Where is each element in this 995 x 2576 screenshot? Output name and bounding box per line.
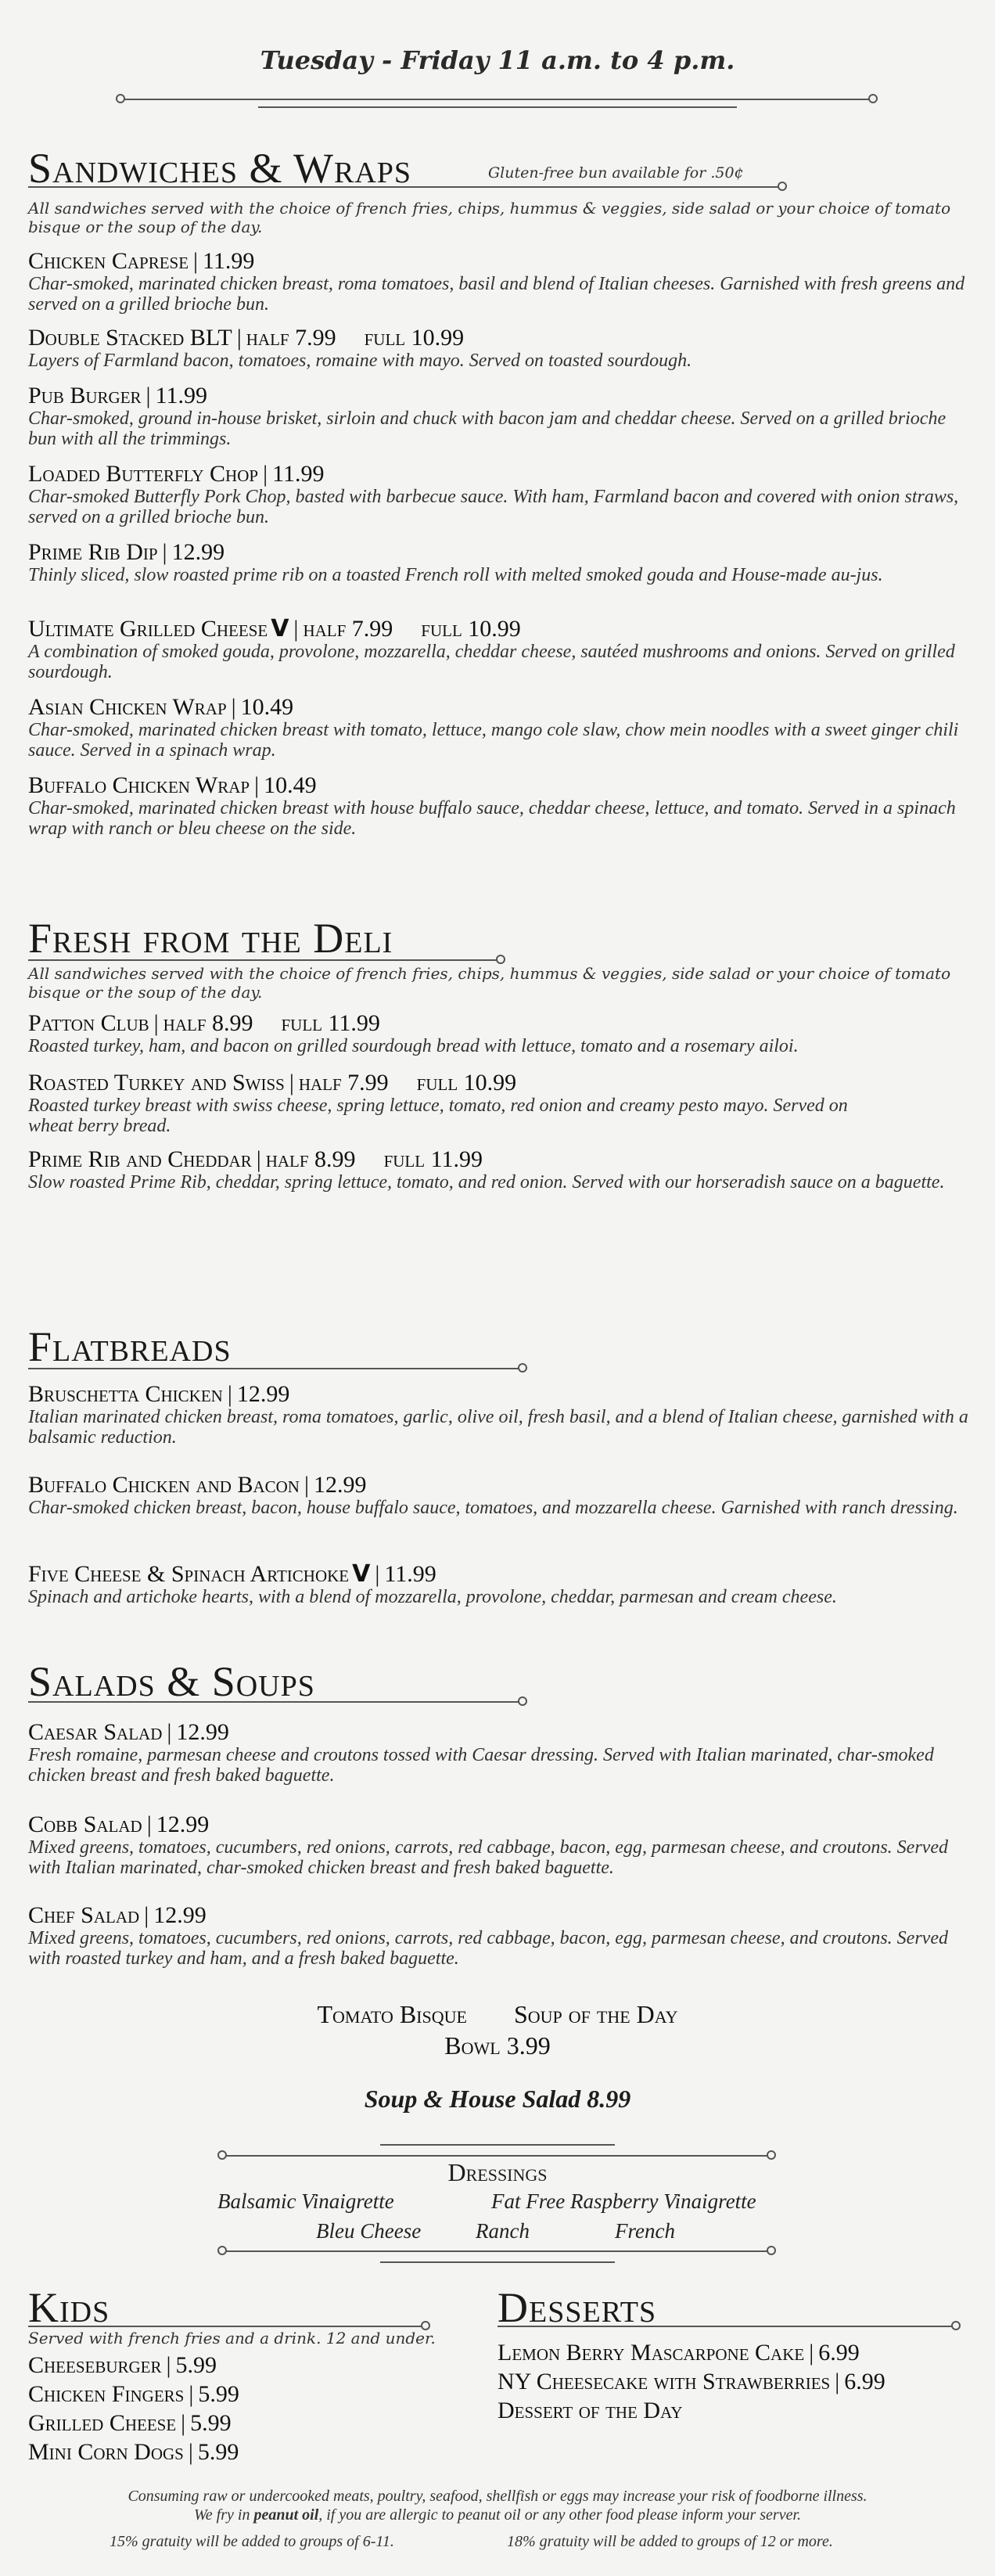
peanut-notice-post: , if you are allergic to peanut oil or any other food please inform your server. [318, 2506, 802, 2524]
ornament-dot [496, 955, 505, 964]
item-description: Char-smoked chicken breast, bacon, house buffalo sauce, tomatoes, and mozzarella cheese. Garnished with ranch dressing. [28, 1498, 958, 1518]
ornament-dot [217, 2246, 227, 2255]
section-rule [28, 1368, 523, 1369]
item-price: 5.99 [197, 2439, 239, 2465]
sandwiches-intro: All sandwiches served with the choice of french fries, chips, hummus & veggies, side salad or your choice of tomato bisque or the soup of the day. [28, 199, 951, 236]
menu-item: Bruschetta Chicken | 12.99 Italian marinated chicken breast, roma tomatoes, garlic, olive oil, fresh basil, and a blend of Italian cheese, garnished with a balsamic reduction. [28, 1382, 975, 1448]
menu-item: Prime Rib and Cheddar | half 8.99 full 11.99 Slow roasted Prime Rib, cheddar, spring lettuce, tomato, and red onion. Served with our horseradish sauce on a baguette. [28, 1147, 975, 1193]
ornament-dot [951, 2321, 961, 2330]
item-name: Cheeseburger [28, 2352, 162, 2378]
section-title-kids: Kids [28, 2284, 110, 2331]
item-half-price: half 8.99 [265, 1146, 356, 1172]
peanut-oil-notice [0, 2506, 995, 2524]
kids-item: Mini Corn Dogs | 5.99 [28, 2439, 239, 2465]
item-price: 10.49 [264, 772, 317, 798]
item-price: 5.99 [198, 2381, 239, 2407]
item-name: NY Cheesecake with Strawberries [498, 2369, 831, 2394]
dressing-balsamic: Balsamic Vinaigrette [217, 2189, 394, 2213]
item-price: 10.49 [240, 694, 294, 720]
dressings-title: Dressings [447, 2158, 548, 2186]
menu-item: Caesar Salad | 12.99 Fresh romaine, parmesan cheese and croutons tossed with Caesar dressing. Served with Italian marinated, char-smoked chicken breast and fresh baked baguette. [28, 1720, 975, 1786]
section-rule [28, 959, 501, 961]
deli-intro: All sandwiches served with the choice of french fries, chips, hummus & veggies, side salad or your choice of tomato bisque or the soup of the day. [28, 964, 951, 1002]
dressing-ranch: Ranch [476, 2219, 530, 2243]
item-price: 5.99 [190, 2410, 232, 2436]
item-name: Roasted Turkey and Swiss [28, 1070, 285, 1096]
item-description: Layers of Farmland bacon, tomatoes, romaine with mayo. Served on toasted sourdough. [28, 351, 692, 371]
item-full-price: full 10.99 [364, 325, 465, 351]
item-name: Bruschetta Chicken [28, 1381, 223, 1407]
item-name: Caesar Salad [28, 1719, 163, 1745]
kids-item: Grilled Cheese | 5.99 [28, 2410, 232, 2436]
dressings-rule-top [380, 2144, 615, 2146]
item-description: A combination of smoked gouda, provolone, mozzarella, cheddar cheese, sautéed mushrooms and onions. Served on grilled sourdough. [28, 642, 955, 682]
item-name: Ultimate Grilled Cheese [28, 616, 268, 642]
menu-item: Double Stacked BLT | half 7.99 full 10.99 Layers of Farmland bacon, tomatoes, romaine with mayo. Served on toasted sourdough. [28, 326, 975, 371]
item-name: Chicken Fingers [28, 2381, 185, 2407]
item-price: 12.99 [176, 1719, 229, 1745]
section-rule [28, 2326, 426, 2327]
menu-item: Cobb Salad | 12.99 Mixed greens, tomatoes, cucumbers, red onions, carrots, red cabbage, bacon, egg, parmesan cheese, and croutons. Served with Italian marinated, char-smoked chicken breast and fresh baked baguette. [28, 1812, 975, 1878]
ornament-dot [116, 94, 125, 103]
item-half-price: half 8.99 [163, 1010, 253, 1036]
gratuity-small-groups: 15% gratuity will be added to groups of 6-11. [110, 2533, 394, 2550]
ornament-dot [868, 94, 878, 103]
dressings-rule [225, 2155, 773, 2157]
item-description: Mixed greens, tomatoes, cucumbers, red onions, carrots, red cabbage, bacon, egg, parmesan cheese, and croutons. Served with roasted turkey and ham, and a fresh baked baguette. [28, 1928, 948, 1969]
ornament-dot [778, 182, 787, 191]
gratuity-large-groups: 18% gratuity will be added to groups of 12 or more. [507, 2533, 833, 2550]
item-name: Chicken Caprese [28, 248, 189, 274]
item-price: 11.99 [155, 383, 207, 408]
item-name: Dessert of the Day [498, 2398, 683, 2423]
item-price: 12.99 [171, 539, 225, 565]
item-description: Char-smoked, marinated chicken breast, roma tomatoes, basil and blend of Italian cheeses. Garnished with fresh greens and served on a grilled brioche bun. [28, 274, 965, 315]
item-price: 12.99 [153, 1902, 207, 1928]
soup-tomato-bisque: Tomato Bisque [317, 2000, 467, 2028]
peanut-notice-pre: We fry in [193, 2506, 250, 2524]
section-rule [28, 186, 782, 188]
item-description: Italian marinated chicken breast, roma tomatoes, garlic, olive oil, fresh basil, and a blend of Italian cheese, garnished with a balsamic reduction. [28, 1407, 968, 1448]
menu-item: Patton Club | half 8.99 full 11.99 Roasted turkey, ham, and bacon on grilled sourdough bread with lettuce, tomato and a rosemary ailoi. [28, 1011, 975, 1056]
dessert-item: NY Cheesecake with Strawberries | 6.99 [498, 2369, 885, 2394]
peanut-oil-bold: peanut oil [253, 2506, 319, 2524]
ornament-dot [518, 1363, 527, 1373]
section-title-deli: Fresh from the Deli [28, 915, 393, 962]
item-full-price: full 10.99 [421, 616, 521, 642]
menu-item: Prime Rib Dip | 12.99 Thinly sliced, slow roasted prime rib on a toasted French roll with melted smoked gouda and House-made au-jus. [28, 540, 975, 585]
header-rule-inner [258, 106, 737, 108]
vegetarian-icon: V [352, 1560, 371, 1588]
item-full-price: full 10.99 [416, 1070, 517, 1096]
dressing-raspberry: Fat Free Raspberry Vinaigrette [491, 2189, 756, 2213]
item-description: Spinach and artichoke hearts, with a blend of mozzarella, provolone, cheddar, parmesan and cream cheese. [28, 1587, 837, 1607]
menu-item: Ultimate Grilled Cheese V | half 7.99 full 10.99 A combination of smoked gouda, provolone, mozzarella, cheddar cheese, sautéed mushrooms and onions. Served on grilled sourdough. [28, 617, 975, 682]
item-description: Fresh romaine, parmesan cheese and croutons tossed with Caesar dressing. Served with Italian marinated, char-smoked chicken breast and fresh baked baguette. [28, 1745, 934, 1786]
item-description: Char-smoked, ground in-house brisket, sirloin and chuck with bacon jam and cheddar cheese. Served on a grilled brioche bun with all the trimmings. [28, 408, 947, 449]
menu-item: Chef Salad | 12.99 Mixed greens, tomatoes, cucumbers, red onions, carrots, red cabbage, bacon, egg, parmesan cheese, and croutons. Served with roasted turkey and ham, and a fresh baked baguette. [28, 1903, 975, 1969]
item-price: 11.99 [272, 461, 325, 487]
item-name: Prime Rib Dip [28, 539, 158, 565]
item-name: Grilled Cheese [28, 2410, 177, 2436]
hours-heading: Tuesday - Friday 11 a.m. to 4 p.m. [260, 45, 735, 75]
soup-options [0, 2000, 995, 2029]
section-title-salads: Salads & Soups [28, 1658, 315, 1705]
item-price: 12.99 [314, 1472, 367, 1498]
item-description: Thinly sliced, slow roasted prime rib on a toasted French roll with melted smoked gouda and House-made au-jus. [28, 565, 883, 585]
item-name: Double Stacked BLT [28, 325, 232, 351]
item-description: Char-smoked, marinated chicken breast with tomato, lettuce, mango cole slaw, chow mein noodles with a sweet ginger chili sauce. Served in a spinach wrap. [28, 720, 959, 761]
soup-bowl-price: Bowl 3.99 [444, 2031, 551, 2060]
dressings-rule-bottom [380, 2261, 615, 2263]
menu-item: Loaded Butterfly Chop | 11.99 Char-smoked Butterfly Pork Chop, basted with barbecue sauce. With ham, Farmland bacon and covered with onion straws, served on a grilled brioche bun. [28, 462, 975, 527]
item-price: 12.99 [156, 1811, 210, 1837]
menu-item: Buffalo Chicken Wrap | 10.49 Char-smoked, marinated chicken breast with house buffalo sauce, cheddar cheese, lettuce, and tomato. Served in a spinach wrap with ranch or bleu cheese on the side. [28, 773, 975, 839]
menu-item: Chicken Caprese | 11.99 Char-smoked, marinated chicken breast, roma tomatoes, basil and blend of Italian cheeses. Garnished with fresh greens and served on a grilled brioche bun. [28, 249, 975, 315]
ornament-dot [518, 1696, 527, 1706]
item-description: Slow roasted Prime Rib, cheddar, spring lettuce, tomato, and red onion. Served with our horseradish sauce on a baguette. [28, 1172, 945, 1193]
item-description: Char-smoked, marinated chicken breast with house buffalo sauce, cheddar cheese, lettuce, and tomato. Served in a spinach wrap with ranch or bleu cheese on the side. [28, 798, 956, 839]
item-price: 6.99 [844, 2369, 885, 2394]
foodborne-warning: Consuming raw or undercooked meats, poultry, seafood, shellfish or eggs may increase your risk of foodborne illness. [128, 2488, 867, 2505]
item-half-price: half 7.99 [298, 1070, 389, 1096]
item-name: Prime Rib and Cheddar [28, 1146, 252, 1172]
section-title-desserts: Desserts [498, 2284, 657, 2331]
menu-item: Asian Chicken Wrap | 10.49 Char-smoked, marinated chicken breast with tomato, lettuce, mango cole slaw, chow mein noodles with a sweet ginger chili sauce. Served in a spinach wrap. [28, 695, 975, 761]
soup-of-the-day: Soup of the Day [513, 2000, 678, 2028]
header-rule [122, 99, 873, 100]
item-name: Patton Club [28, 1010, 149, 1036]
item-price: 5.99 [175, 2352, 217, 2378]
item-name: Chef Salad [28, 1902, 140, 1928]
item-half-price: half 7.99 [246, 325, 336, 351]
kids-item: Chicken Fingers | 5.99 [28, 2381, 239, 2407]
section-title-flatbreads: Flatbreads [28, 1323, 232, 1370]
dressing-french: French [615, 2219, 675, 2243]
gluten-free-note: Gluten-free bun available for .50¢ [488, 164, 744, 182]
soup-salad-combo: Soup & House Salad 8.99 [364, 2085, 631, 2113]
item-description: Char-smoked Butterfly Pork Chop, basted with barbecue sauce. With ham, Farmland bacon and covered with onion straws, served on a grilled brioche bun. [28, 487, 959, 527]
dessert-item [498, 2396, 683, 2425]
item-description: Roasted turkey, ham, and bacon on grilled sourdough bread with lettuce, tomato and a rosemary ailoi. [28, 1036, 799, 1056]
dessert-item: Lemon Berry Mascarpone Cake | 6.99 [498, 2340, 860, 2366]
item-price: 11.99 [384, 1561, 436, 1587]
menu-item: Roasted Turkey and Swiss | half 7.99 full 10.99 Roasted turkey breast with swiss cheese, spring lettuce, tomato, red onion and creamy pesto mayo. Served on wheat berry bread. [28, 1070, 975, 1136]
item-name: Cobb Salad [28, 1811, 142, 1837]
menu-item: Buffalo Chicken and Bacon | 12.99 Char-smoked chicken breast, bacon, house buffalo sauce, tomatoes, and mozzarella cheese. Garnished with ranch dressing. [28, 1473, 975, 1518]
kids-note: Served with french fries and a drink. 12 and under. [28, 2329, 436, 2348]
menu-item: Pub Burger | 11.99 Char-smoked, ground in-house brisket, sirloin and chuck with bacon jam and cheddar cheese. Served on a grilled brioche bun with all the trimmings. [28, 383, 975, 449]
item-name: Asian Chicken Wrap [28, 694, 227, 720]
item-name: Mini Corn Dogs [28, 2439, 184, 2465]
vegetarian-icon: V [271, 615, 289, 642]
ornament-dot [767, 2246, 776, 2255]
item-name: Pub Burger [28, 383, 142, 408]
item-name: Lemon Berry Mascarpone Cake [498, 2340, 805, 2366]
dressing-bleu-cheese: Bleu Cheese [316, 2219, 422, 2243]
item-description: Mixed greens, tomatoes, cucumbers, red onions, carrots, red cabbage, bacon, egg, parmesan cheese, and croutons. Served with Italian marinated, char-smoked chicken breast and fresh baked baguette. [28, 1837, 948, 1878]
item-price: 6.99 [818, 2340, 860, 2366]
section-rule [28, 1701, 523, 1703]
item-name: Buffalo Chicken Wrap [28, 772, 250, 798]
item-price: 11.99 [203, 248, 255, 274]
item-price: 12.99 [236, 1381, 290, 1407]
item-full-price: full 11.99 [281, 1010, 380, 1036]
item-full-price: full 11.99 [383, 1146, 483, 1172]
item-name: Buffalo Chicken and Bacon [28, 1472, 300, 1498]
item-name: Loaded Butterfly Chop [28, 461, 259, 487]
dressings-rule [225, 2250, 773, 2252]
section-title-sandwiches: Sandwiches & Wraps [28, 145, 412, 192]
kids-item: Cheeseburger | 5.99 [28, 2352, 217, 2378]
section-rule [498, 2326, 956, 2327]
item-name: Five Cheese & Spinach Artichoke [28, 1561, 350, 1587]
item-half-price: half 7.99 [303, 616, 393, 642]
menu-item: Five Cheese & Spinach Artichoke V | 11.99 Spinach and artichoke hearts, with a blend of mozzarella, provolone, cheddar, parmesan and cream cheese. [28, 1562, 975, 1607]
item-description: Roasted turkey breast with swiss cheese, spring lettuce, tomato, red onion and creamy pesto mayo. Served on wheat berry bread. [28, 1096, 848, 1136]
